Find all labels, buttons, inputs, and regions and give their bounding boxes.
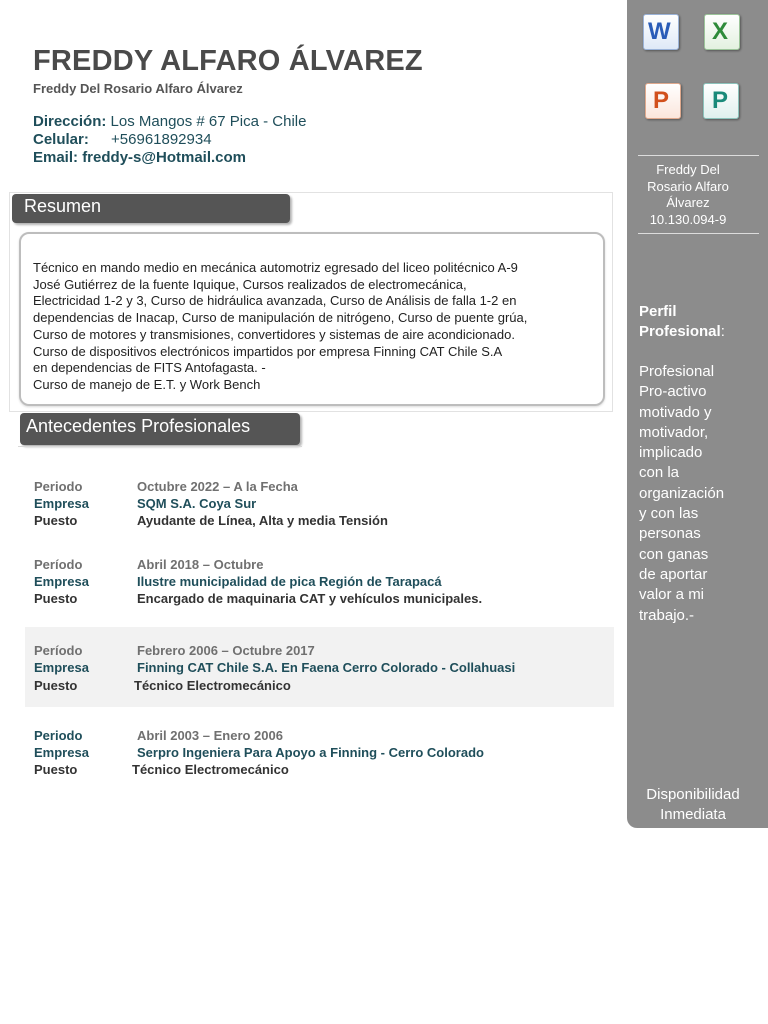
- resumen-line: José Gutiérrez de la fuente Iquique, Cursos realizados de electromecánica,: [33, 276, 467, 292]
- company-label: Empresa: [34, 496, 89, 511]
- perfil-line: trabajo.-: [639, 606, 695, 624]
- period-label: Período: [34, 557, 83, 572]
- period-label: Período: [34, 643, 83, 658]
- job-entry: [25, 627, 614, 707]
- availability-line: Inmediata: [660, 805, 726, 823]
- position-label: Puesto: [34, 762, 78, 777]
- position-label: Puesto: [34, 591, 78, 606]
- email-label: Email:: [33, 149, 79, 166]
- publisher-icon[interactable]: [703, 83, 739, 119]
- powerpoint-icon[interactable]: [645, 83, 681, 119]
- perfil-line: Profesional: [639, 363, 715, 380]
- company-value: Serpro Ingeniera Para Apoyo a Finning - Cerro Colorado: [137, 745, 484, 760]
- address-line: [33, 113, 306, 130]
- resumen-line: Electricidad 1-2 y 3, Curso de hidráulica avanzada, Curso de Análisis de falla 1-2 en: [33, 293, 517, 309]
- perfil-line: de aportar: [639, 565, 708, 583]
- perfil-line: organización: [639, 484, 725, 502]
- position-value: Técnico Electromecánico: [132, 762, 289, 777]
- perfil-heading-line: Perfil: [639, 303, 677, 320]
- sidebar-id-line: Rosario Alfaro: [647, 178, 729, 194]
- period-label: Periodo: [34, 479, 83, 494]
- publisher-icon-letter: P: [712, 87, 729, 114]
- company-value: Finning CAT Chile S.A. En Faena Cerro Colorado - Collahuasi: [137, 660, 516, 675]
- company-value: Ilustre municipalidad de pica Región de Tarapacá: [137, 574, 442, 589]
- position-value: Técnico Electromecánico: [134, 678, 291, 693]
- perfil-line: motivador,: [639, 423, 709, 441]
- perfil-line: Pro-activo: [639, 383, 707, 401]
- company-label: Empresa: [34, 660, 89, 675]
- resumen-line: Curso de motores y transmisiones, convertidores y sistemas de aire acondicionado.: [33, 326, 515, 342]
- resumen-line: en dependencias de FITS Antofagasta. -: [33, 360, 266, 376]
- resumen-heading: Resumen: [12, 194, 290, 223]
- period-value: Abril 2003 – Enero 2006: [137, 728, 283, 743]
- email-line: [33, 149, 246, 166]
- perfil-line: personas: [639, 525, 701, 543]
- resumen-line: dependencias de Inacap, Curso de manipulación de nitrógeno, Curso de puente grúa,: [33, 310, 528, 326]
- antecedentes-heading: Antecedentes Profesionales: [20, 413, 300, 445]
- resumen-line: Técnico en mando medio en mecánica automotriz egresado del liceo politécnico A-9: [33, 260, 518, 275]
- position-label: Puesto: [34, 513, 78, 528]
- period-value: Octubre 2022 – A la Fecha: [137, 479, 298, 494]
- period-value: Abril 2018 – Octubre: [137, 557, 264, 572]
- resumen-line: Curso de manejo de E.T. y Work Bench: [33, 376, 261, 392]
- candidate-full-name: Freddy Del Rosario Alfaro Álvarez: [33, 81, 243, 96]
- company-label: Empresa: [34, 745, 89, 760]
- phone-line: [33, 131, 212, 148]
- perfil-line: implicado: [639, 444, 703, 462]
- sidebar-divider: [638, 155, 759, 156]
- perfil-heading: [639, 302, 725, 342]
- period-value: Febrero 2006 – Octubre 2017: [137, 643, 315, 658]
- sidebar-id-line: 10.130.094-9: [649, 211, 727, 227]
- resumen-line: Curso de dispositivos electrónicos impartidos por empresa Finning CAT Chile S.A: [33, 343, 503, 359]
- sidebar-id-line: Freddy Del: [656, 162, 720, 177]
- sidebar-divider: [638, 233, 759, 234]
- word-icon[interactable]: [643, 14, 679, 50]
- address-value: Los Mangos # 67 Pica - Chile: [110, 113, 307, 130]
- perfil-line: valor a mi: [639, 586, 705, 604]
- phone-label: Celular:: [33, 131, 89, 148]
- phone-value: +56961892934: [111, 131, 212, 148]
- perfil-text: [639, 362, 749, 626]
- address-label: Dirección:: [33, 113, 107, 130]
- job-entry: [25, 721, 614, 781]
- excel-icon-letter: X: [712, 18, 729, 45]
- perfil-line: con ganas: [639, 545, 709, 563]
- word-icon-letter: W: [648, 18, 671, 45]
- sidebar-identity: [636, 162, 740, 228]
- perfil-heading-line: Profesional:: [639, 323, 725, 340]
- powerpoint-icon-letter: P: [653, 87, 670, 114]
- candidate-name: FREDDY ALFARO ÁLVAREZ: [33, 45, 423, 77]
- perfil-line: con la: [639, 464, 680, 482]
- resumen-text: [33, 260, 593, 394]
- job-entry: [25, 472, 614, 532]
- email-value: freddy-s@Hotmail.com: [82, 149, 247, 166]
- job-entry: [25, 550, 614, 610]
- perfil-line: y con las: [639, 505, 699, 523]
- company-value: SQM S.A. Coya Sur: [137, 496, 257, 511]
- perfil-line: motivado y: [639, 403, 712, 421]
- excel-icon[interactable]: [704, 14, 740, 50]
- position-label: Puesto: [34, 678, 78, 693]
- availability-line: Disponibilidad: [646, 786, 740, 803]
- position-value: Ayudante de Línea, Alta y media Tensión: [137, 513, 388, 528]
- company-label: Empresa: [34, 574, 89, 589]
- sidebar-id-line: Álvarez: [666, 195, 710, 210]
- period-label: Periodo: [34, 728, 83, 743]
- availability-note: [631, 785, 755, 824]
- position-value: Encargado de maquinaria CAT y vehículos municipales.: [137, 591, 483, 606]
- divider: [18, 446, 302, 447]
